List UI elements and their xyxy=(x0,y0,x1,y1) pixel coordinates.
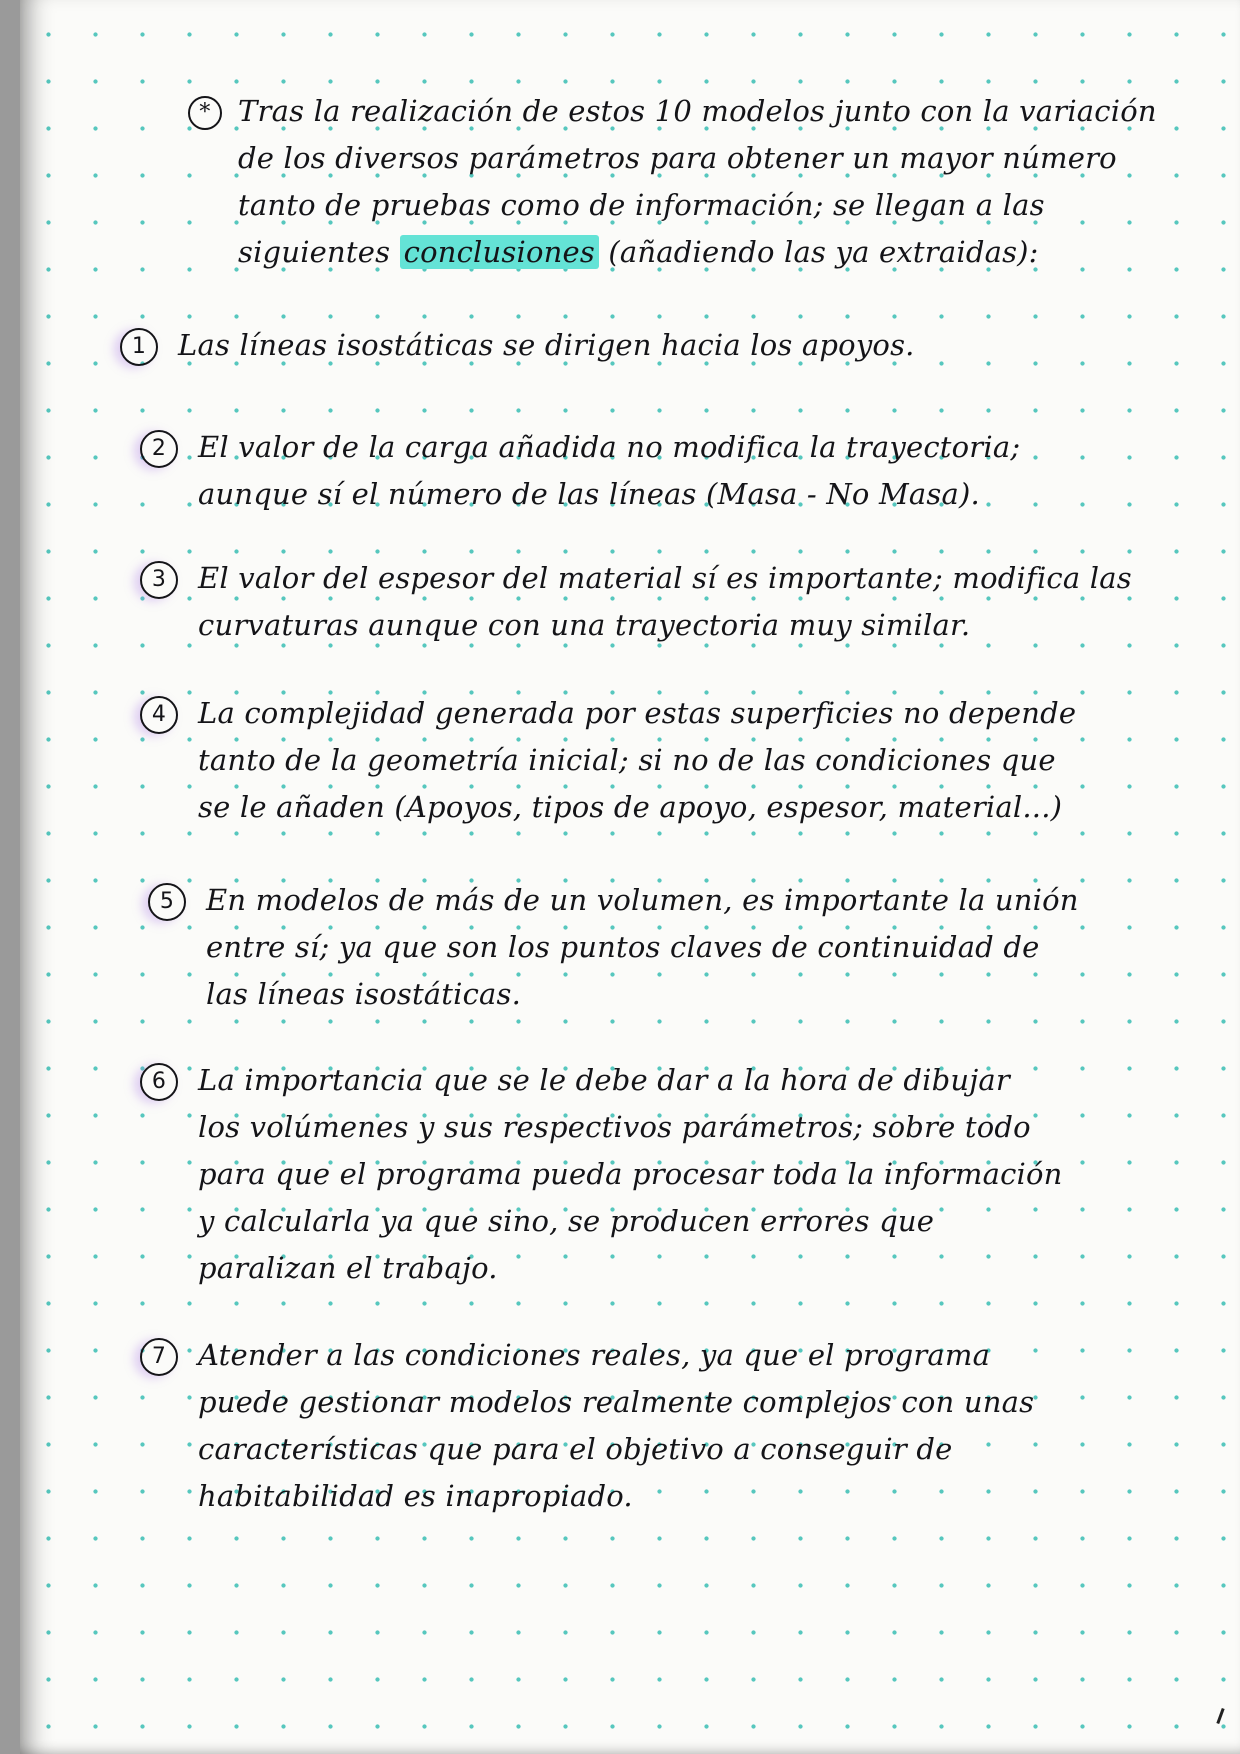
intro-line: de los diversos parámetros para obtener un mayor número xyxy=(238,141,1117,175)
intro-line-text: siguientes xyxy=(238,235,400,269)
text-line: curvaturas aunque con una trayectoria muy similar. xyxy=(198,608,971,642)
intro-text xyxy=(238,88,1238,276)
text-line: Atender a las condiciones reales, ya que el programa xyxy=(198,1338,991,1372)
text-line: paralizan el trabajo. xyxy=(198,1251,498,1285)
text-line: La complejidad generada por estas superficies no depende xyxy=(198,696,1077,730)
text-line: tanto de la geometría inicial; si no de las condiciones que xyxy=(198,743,1056,777)
text-line: las líneas isostáticas. xyxy=(206,977,522,1011)
conclusion-text xyxy=(198,1332,1198,1520)
circled-number: 7 xyxy=(140,1338,178,1376)
intro-line: tanto de pruebas como de información; se llegan a las xyxy=(238,188,1045,222)
text-line: se le añaden (Apoyos, tipos de apoyo, espesor, material...) xyxy=(198,790,1063,824)
circled-number: 1 xyxy=(120,328,158,366)
text-line: La importancia que se le debe dar a la hora de dibujar xyxy=(198,1063,1010,1097)
circled-number: 4 xyxy=(140,696,178,734)
text-line: los volúmenes y sus respectivos parámetros; sobre todo xyxy=(198,1110,1031,1144)
circled-number: 3 xyxy=(140,561,178,599)
page-corner-mark xyxy=(1216,1708,1224,1724)
highlighted-word: conclusiones xyxy=(400,235,599,269)
asterisk-circle-icon: * xyxy=(188,96,222,130)
conclusion-text xyxy=(198,424,1198,518)
text-line: para que el programa pueda procesar toda la información xyxy=(198,1157,1063,1191)
text-line: habitabilidad es inapropiado. xyxy=(198,1479,633,1513)
notebook-page xyxy=(20,0,1240,1754)
conclusion-text xyxy=(198,555,1198,649)
text-line: aunque sí el número de las líneas (Masa - No Masa). xyxy=(198,477,980,511)
text-line: Las líneas isostáticas se dirigen hacia los apoyos. xyxy=(178,328,915,362)
intro-line xyxy=(238,229,1238,276)
text-line: y calcularla ya que sino, se producen errores que xyxy=(198,1204,935,1238)
intro-line-text: (añadiendo las ya extraidas): xyxy=(598,235,1039,269)
circled-number: 5 xyxy=(148,883,186,921)
text-line: El valor del espesor del material sí es importante; modifica las xyxy=(198,561,1132,595)
conclusion-text xyxy=(198,1057,1198,1292)
text-line: características que para el objetivo a conseguir de xyxy=(198,1432,953,1466)
text-line: puede gestionar modelos realmente complejos con unas xyxy=(198,1385,1035,1419)
intro-line: Tras la realización de estos 10 modelos junto con la variación xyxy=(238,94,1157,128)
text-line: En modelos de más de un volumen, es importante la unión xyxy=(206,883,1079,917)
conclusion-text xyxy=(206,877,1206,1018)
text-line: entre sí; ya que son los puntos claves de continuidad de xyxy=(206,930,1040,964)
text-line: El valor de la carga añadida no modifica la trayectoria; xyxy=(198,430,1021,464)
circled-number: 6 xyxy=(140,1063,178,1101)
conclusion-text xyxy=(198,690,1198,831)
conclusion-text xyxy=(178,322,1178,369)
circled-number: 2 xyxy=(140,430,178,468)
